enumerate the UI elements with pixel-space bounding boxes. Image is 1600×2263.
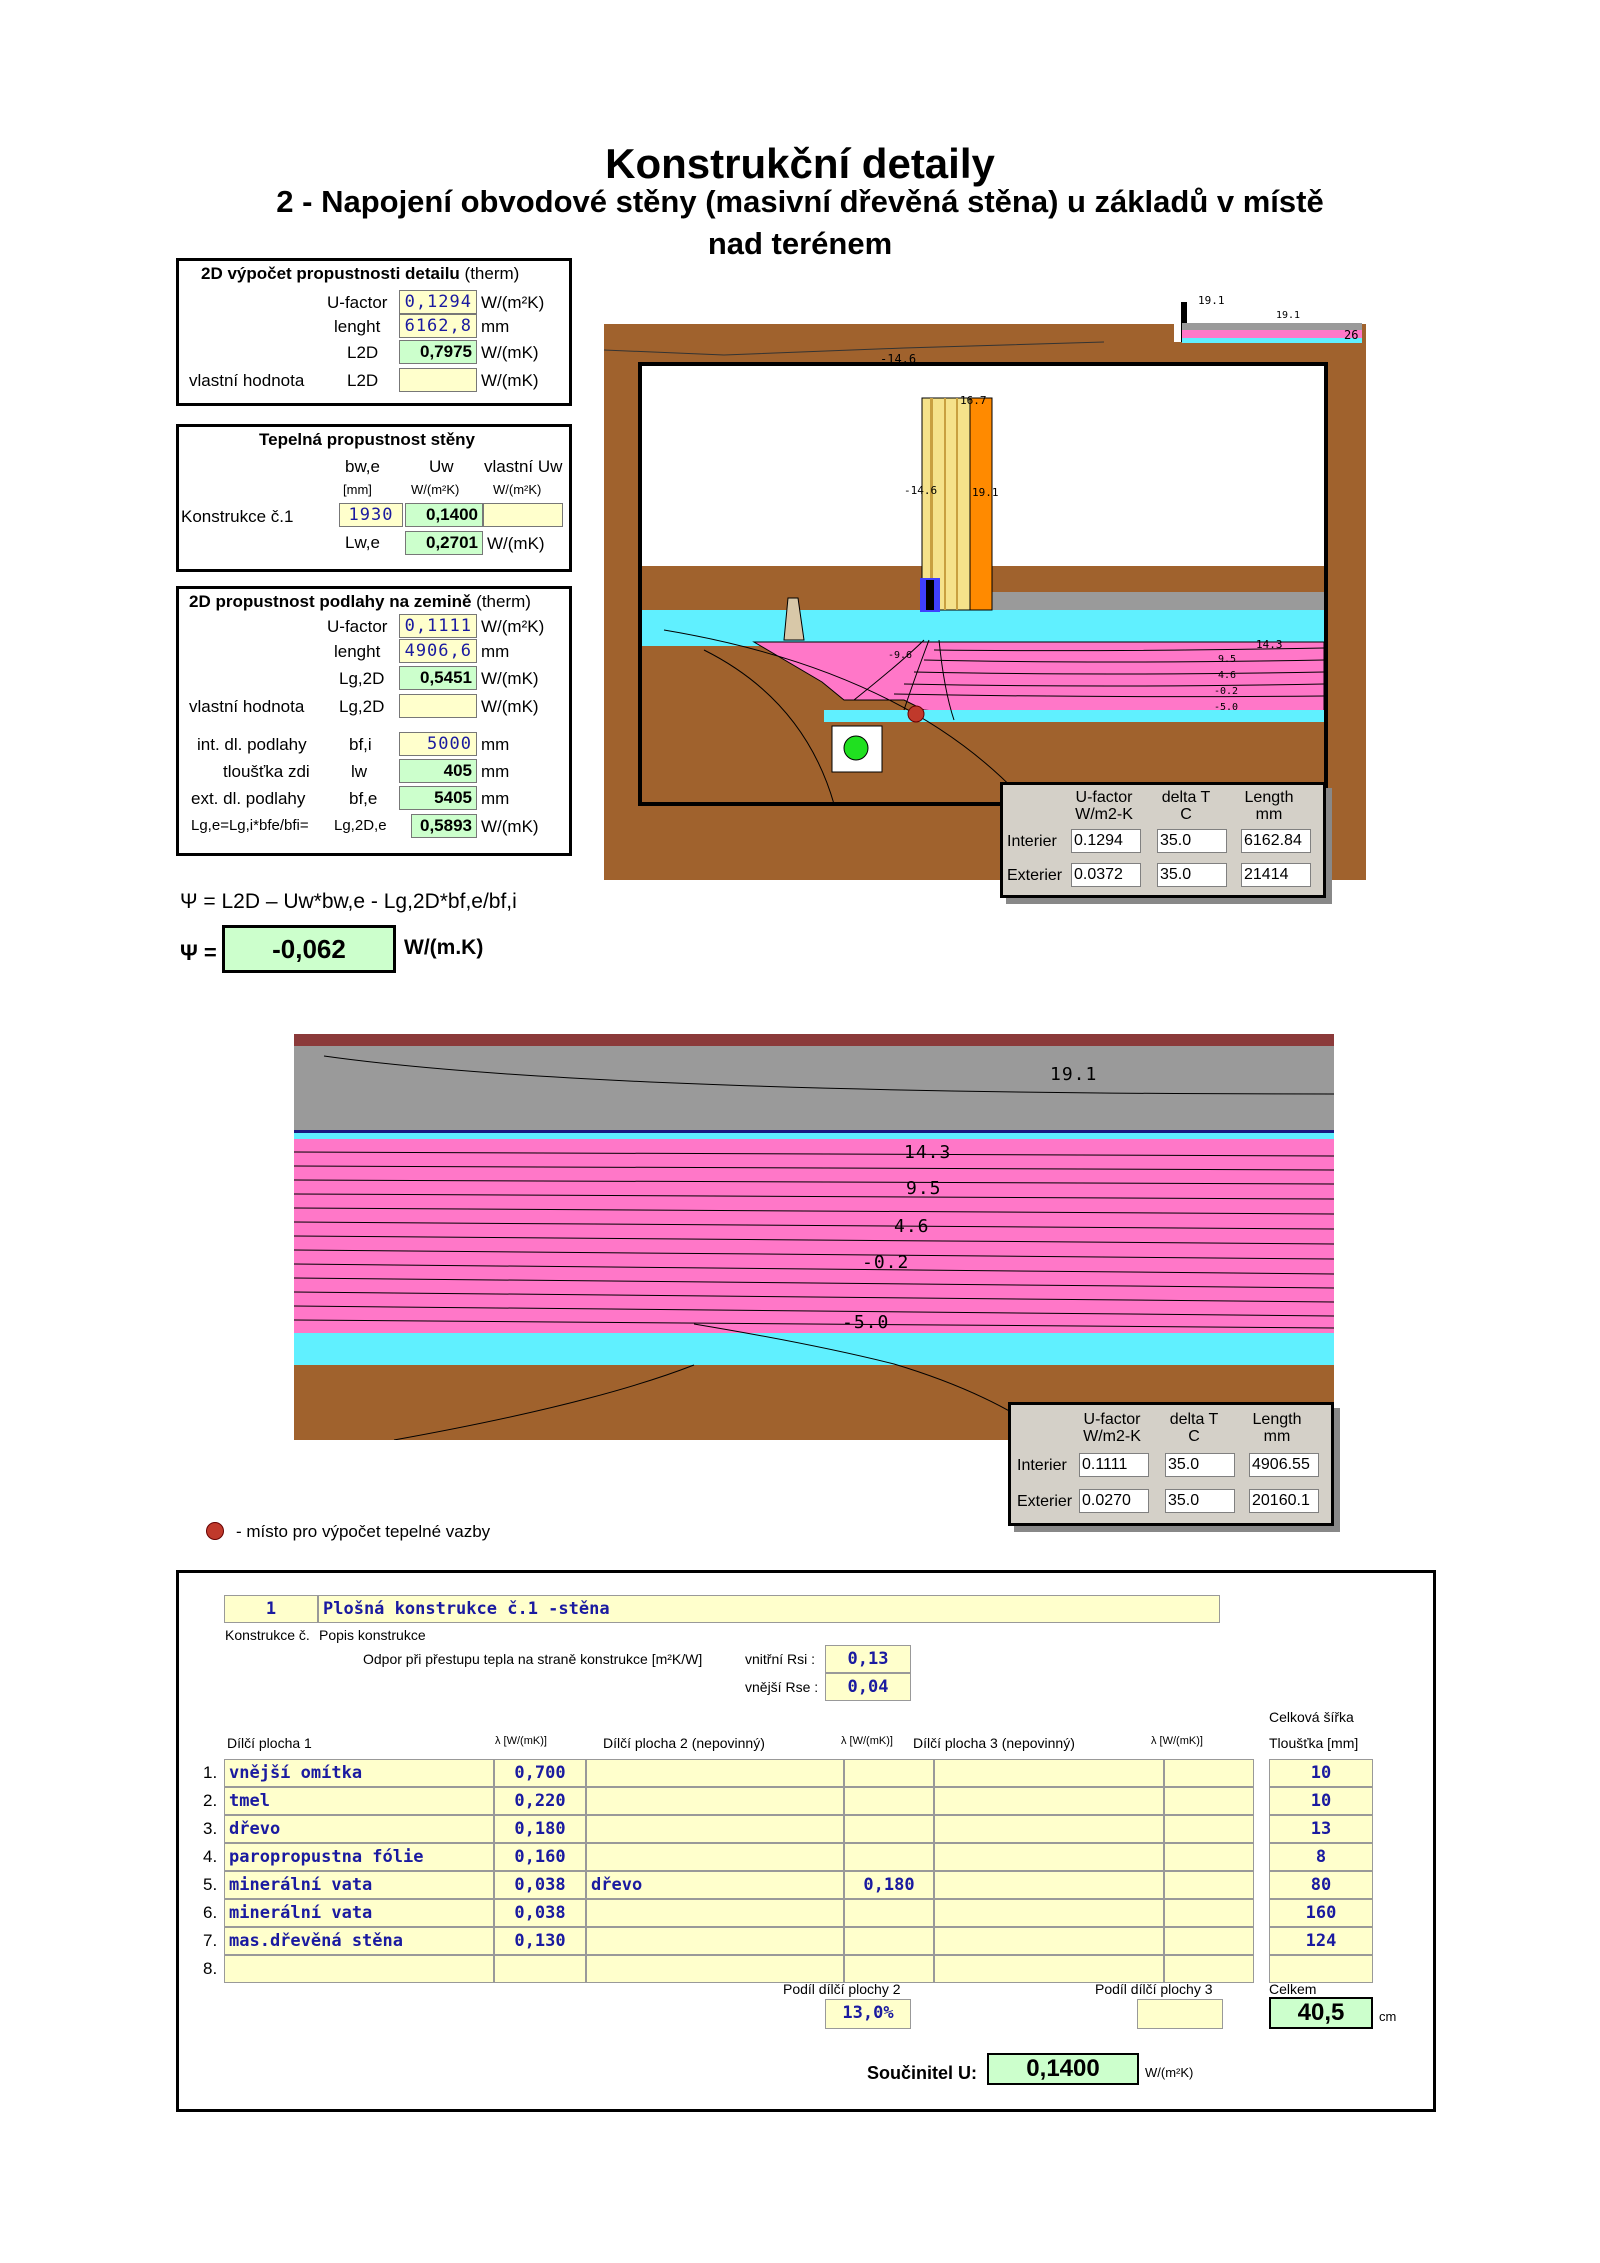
sim1-label-5: 14.3 [1256, 638, 1283, 651]
construction-description-field[interactable]: Plošná konstrukce č.1 -stěna [318, 1595, 1220, 1623]
sim2-col-ufactor: U-factor W/m2-K [1083, 1411, 1141, 1445]
layer-material-1[interactable]: vnější omítka [224, 1759, 494, 1787]
col-own-uw: vlastní Uw [484, 457, 563, 476]
psi-value: -0,062 [222, 925, 396, 973]
layer-lambda-3[interactable] [1164, 1927, 1254, 1955]
layer-lambda-2[interactable] [844, 1815, 934, 1843]
rse-label: vnější Rse : [745, 1679, 819, 1695]
ext-floor-label: ext. dl. podlahy [191, 789, 306, 808]
sim1-label-11: 19.1 [1276, 310, 1301, 321]
own-value-symbol: L2D [347, 371, 379, 390]
layer-material-3[interactable] [934, 1871, 1164, 1899]
sim2-label-4: -0.2 [862, 1252, 910, 1273]
layer-lambda-1[interactable] [494, 1955, 586, 1983]
layer-lambda-2[interactable] [844, 1787, 934, 1815]
page-title: Konstrukční detaily [605, 140, 995, 187]
sim1-label-8: -0.2 [1214, 686, 1239, 697]
sim2-label-2: 9.5 [906, 1178, 942, 1199]
box-wall-title: Tepelná propustnost stěny [259, 430, 475, 449]
resistance-label: Odpor při přestupu tepla na straně konstrukce [m²K/W] [363, 1651, 703, 1667]
layer-lambda-1[interactable]: 0,160 [494, 1843, 586, 1871]
layer-row-index: 3. [203, 1819, 218, 1838]
lwe-unit: W/(mK) [487, 534, 545, 553]
u-label: Součinitel U: [867, 2063, 978, 2083]
sim1-label-9: -5.0 [1214, 702, 1239, 713]
layer-lambda-2[interactable] [844, 1899, 934, 1927]
ext-floor-unit: mm [481, 789, 510, 808]
ext-floor-symbol: bf,e [349, 789, 378, 808]
ufactor-unit: W/(m²K) [481, 293, 545, 312]
sim2-interier-u: 0.1111 [1079, 1453, 1149, 1477]
layer-row-index: 8. [203, 1959, 218, 1978]
sim1-col-delta: delta T C [1161, 789, 1211, 823]
length-unit: mm [481, 317, 510, 336]
layer-row-index: 1. [203, 1763, 218, 1782]
rse-field[interactable]: 0,04 [825, 1673, 911, 1701]
floor-own-label: vlastní hodnota [189, 697, 305, 716]
unit-w-m2k: W/(m²K) [411, 482, 460, 497]
layer-lambda-3[interactable] [1164, 1843, 1254, 1871]
layer-lambda-3[interactable] [1164, 1787, 1254, 1815]
col-lambda-3: λ [W/(mK)] [1151, 1735, 1203, 1747]
ufactor-label: U-factor [327, 293, 388, 312]
sim2-exterier-dt: 35.0 [1165, 1489, 1235, 1513]
sim1-label-4: 19.1 [1198, 294, 1225, 307]
col-lambda-2: λ [W/(mK)] [841, 1735, 893, 1747]
layer-material-2[interactable] [586, 1899, 844, 1927]
layer-material-1[interactable] [224, 1955, 494, 1983]
construction-description-label: Popis konstrukce [319, 1627, 426, 1643]
layer-thickness[interactable]: 10 [1269, 1787, 1373, 1815]
sim1-label-0: -14.6 [880, 352, 917, 366]
page-subtitle-line2: nad terénem [707, 226, 893, 261]
sim2-exterier-len: 20160.1 [1249, 1489, 1319, 1513]
page-subtitle: 2 - Napojení obvodové stěny (masivní dřevěná stěna) u základů v místě [276, 184, 1324, 219]
unit-mm: [mm] [343, 482, 372, 497]
layer-lambda-1[interactable]: 0,038 [494, 1871, 586, 1899]
sim2-row-interier: Interier [1017, 1457, 1067, 1474]
share3-field[interactable] [1137, 1999, 1223, 2029]
col-area2: Dílčí plocha 2 (nepovinný) [603, 1735, 765, 1751]
layer-material-3[interactable] [934, 1843, 1164, 1871]
total-label: Celkem [1269, 1981, 1317, 1997]
legend-text: - místo pro výpočet tepelné vazby [236, 1522, 491, 1541]
layers-panel [176, 1570, 1436, 2112]
layer-lambda-3[interactable] [1164, 1871, 1254, 1899]
lge-symbol: Lg,2D,e [334, 817, 387, 834]
length-field[interactable]: 6162,8 [399, 314, 477, 338]
layer-lambda-1[interactable]: 0,220 [494, 1787, 586, 1815]
layer-lambda-3[interactable] [1164, 1815, 1254, 1843]
layer-thickness[interactable] [1269, 1955, 1373, 1983]
int-floor-unit: mm [481, 735, 510, 754]
l2d-label: L2D [347, 343, 379, 362]
lg2d-label: Lg,2D [339, 669, 385, 688]
floor-ufactor-label: U-factor [327, 617, 388, 636]
cyan-layer [642, 610, 1324, 646]
floor-length-label: lenght [334, 642, 381, 661]
layer-lambda-1[interactable]: 0,180 [494, 1815, 586, 1843]
lge-field: 0,5893 [411, 814, 477, 838]
col-uw: Uw [429, 457, 454, 476]
layer-material-1[interactable]: paropropustna fólie [224, 1843, 494, 1871]
sim2-label-3: 4.6 [894, 1216, 930, 1237]
layer-lambda-3[interactable] [1164, 1759, 1254, 1787]
ufactor-field[interactable]: 0,1294 [399, 290, 477, 314]
box-2d-title: 2D výpočet propustnosti detailu (therm) [201, 264, 520, 283]
sim1-label-3: -14.6 [904, 484, 938, 497]
psi-unit: W/(m.K) [404, 936, 484, 959]
sim2-col-delta: delta T C [1169, 1411, 1219, 1445]
layer-material-2[interactable] [586, 1759, 844, 1787]
layer-lambda-3[interactable] [1164, 1899, 1254, 1927]
layer-material-3[interactable] [934, 1815, 1164, 1843]
length-label: lenght [334, 317, 381, 336]
lge-label: Lg,e=Lg,i*bfe/bfi= [191, 817, 309, 834]
own-value-unit: W/(mK) [481, 371, 539, 390]
construction-number-field[interactable]: 1 [224, 1595, 318, 1623]
layer-material-3[interactable] [934, 1927, 1164, 1955]
layer-lambda-1[interactable]: 0,130 [494, 1927, 586, 1955]
simulation-floor-graphic [294, 1034, 1334, 1440]
col-area1: Dílčí plocha 1 [227, 1735, 312, 1751]
sim1-exterier-u: 0.0372 [1071, 863, 1141, 887]
total-width-label: Celková šířka [1269, 1709, 1354, 1725]
layer-lambda-2[interactable] [844, 1843, 934, 1871]
box-floor-2d [176, 586, 572, 856]
sim1-label-12: 26 [1344, 328, 1359, 342]
wall-thickness-label: tloušťka zdi [223, 762, 310, 781]
total-unit: cm [1379, 2009, 1397, 2024]
rsi-label: vnitřní Rsi : [745, 1651, 816, 1667]
sim1-label-10: -9.6 [888, 650, 913, 661]
wall-thickness-unit: mm [481, 762, 510, 781]
own-value-field[interactable] [399, 368, 477, 392]
layer-material-2[interactable] [586, 1843, 844, 1871]
layer-thickness[interactable]: 13 [1269, 1815, 1373, 1843]
layer-material-2[interactable] [586, 1815, 844, 1843]
layer-material-3[interactable] [934, 1759, 1164, 1787]
bwe-field[interactable]: 1930 [339, 503, 403, 527]
sim2-interier-len: 4906.55 [1249, 1453, 1319, 1477]
floor-own-field[interactable] [399, 694, 477, 718]
int-floor-label: int. dl. podlahy [197, 735, 307, 754]
lwe-label: Lw,e [345, 533, 380, 552]
int-floor-field[interactable]: 5000 [399, 732, 477, 756]
layer-row-index: 5. [203, 1875, 218, 1894]
floor-own-unit: W/(mK) [481, 697, 539, 716]
unit-w-m2k-own: W/(m²K) [493, 482, 542, 497]
psi-label: Ψ = [180, 940, 217, 965]
sim1-interier-dt: 35.0 [1157, 829, 1227, 853]
cyan-layer [294, 1333, 1334, 1365]
col-thickness: Tloušťka [mm] [1269, 1735, 1359, 1751]
own-value-label: vlastní hodnota [189, 371, 305, 390]
layer-lambda-1[interactable]: 0,700 [494, 1759, 586, 1787]
sim2-exterier-u: 0.0270 [1079, 1489, 1149, 1513]
rsi-field[interactable]: 0,13 [825, 1645, 911, 1673]
layer-material-2[interactable] [586, 1955, 844, 1983]
l2d-field: 0,7975 [399, 340, 477, 364]
sim1-row-interier: Interier [1007, 833, 1057, 850]
sim1-label-2: 19.1 [972, 486, 999, 499]
construction-number-label: Konstrukce č. [225, 1627, 310, 1643]
sim1-col-length: Length mm [1244, 789, 1294, 823]
floor-ufactor-field[interactable]: 0,1111 [399, 614, 477, 638]
layer-row-index: 4. [203, 1847, 218, 1866]
wall-thickness-symbol: lw [351, 762, 368, 781]
layer-thickness[interactable]: 160 [1269, 1899, 1373, 1927]
layer-material-2[interactable] [586, 1927, 844, 1955]
sim2-result-panel [1008, 1402, 1334, 1526]
layer-material-2[interactable]: dřevo [586, 1871, 844, 1899]
lge-unit: W/(mK) [481, 817, 539, 836]
share2-label: Podíl dílčí plochy 2 [783, 1981, 901, 1997]
lwe-field: 0,2701 [405, 531, 483, 555]
lg2d-field: 0,5451 [399, 666, 477, 690]
layer-thickness[interactable]: 8 [1269, 1843, 1373, 1871]
lg2d-unit: W/(mK) [481, 669, 539, 688]
layer-lambda-2[interactable]: 0,180 [844, 1871, 934, 1899]
sim1-exterier-dt: 35.0 [1157, 863, 1227, 887]
u-field: 0,1400 [987, 2053, 1139, 2085]
floor-ufactor-unit: W/(m²K) [481, 617, 545, 636]
drain-pipe [844, 736, 868, 760]
share3-label: Podíl dílčí plochy 3 [1095, 1981, 1213, 1997]
sim1-exterier-len: 21414 [1241, 863, 1311, 887]
wall-orange-layer [970, 398, 992, 610]
layer-thickness[interactable]: 10 [1269, 1759, 1373, 1787]
uw-field: 0,1400 [405, 503, 483, 527]
wall-thickness-field: 405 [399, 759, 477, 783]
thermal-bridge-marker [908, 706, 924, 722]
sim2-row-exterier: Exterier [1017, 1493, 1073, 1510]
int-floor-symbol: bf,i [349, 735, 372, 754]
own-uw-field[interactable] [483, 503, 563, 527]
col-bwe: bw,e [345, 457, 380, 476]
layer-material-1[interactable]: tmel [224, 1787, 494, 1815]
sim2-label-0: 19.1 [1050, 1064, 1098, 1085]
layer-material-1[interactable]: minerální vata [224, 1871, 494, 1899]
col-area3: Dílčí plocha 3 (nepovinný) [913, 1735, 1075, 1751]
sim1-label-6: 9.5 [1218, 654, 1237, 665]
layer-lambda-1[interactable]: 0,038 [494, 1899, 586, 1927]
layer-lambda-3[interactable] [1164, 1955, 1254, 1983]
layer-material-3[interactable] [934, 1955, 1164, 1983]
construction-label: Konstrukce č.1 [181, 507, 294, 526]
layer-lambda-2[interactable] [844, 1927, 934, 1955]
thermal-simulation-floor [294, 1034, 1334, 1440]
floor-own-symbol: Lg,2D [339, 697, 385, 716]
cyan-base [824, 710, 1324, 722]
total-field: 40,5 [1269, 1997, 1373, 2029]
sim1-col-ufactor: U-factor W/m2-K [1075, 789, 1133, 823]
u-unit: W/(m²K) [1145, 2065, 1194, 2080]
sim1-row-exterier: Exterier [1007, 867, 1063, 884]
box-2d-calculation [176, 258, 572, 406]
floor-length-field[interactable]: 4906,6 [399, 639, 477, 663]
sim1-result-panel [1000, 782, 1326, 898]
layer-material-1[interactable]: dřevo [224, 1815, 494, 1843]
layer-row-index: 6. [203, 1903, 218, 1922]
layer-material-3[interactable] [934, 1787, 1164, 1815]
share2-field[interactable]: 13,0% [825, 1999, 911, 2029]
sim1-interier-u: 0.1294 [1071, 829, 1141, 853]
layer-material-2[interactable] [586, 1787, 844, 1815]
layer-thickness[interactable]: 80 [1269, 1871, 1373, 1899]
sim2-label-5: -5.0 [842, 1312, 890, 1333]
l2d-unit: W/(mK) [481, 343, 539, 362]
box-floor-title: 2D propustnost podlahy na zemině (therm) [189, 592, 531, 611]
layer-material-1[interactable]: minerální vata [224, 1899, 494, 1927]
layer-row-index: 7. [203, 1931, 218, 1950]
sim1-label-1: 16.7 [960, 394, 987, 407]
layer-material-3[interactable] [934, 1899, 1164, 1927]
col-lambda-1: λ [W/(mK)] [495, 1735, 547, 1747]
sim2-label-1: 14.3 [904, 1142, 952, 1163]
psi-formula: Ψ = L2D – Uw*bw,e - Lg,2D*bf,e/bf,i [180, 890, 517, 913]
sim1-interier-len: 6162.84 [1241, 829, 1311, 853]
sim1-label-7: 4.6 [1218, 670, 1237, 681]
layer-lambda-2[interactable] [844, 1759, 934, 1787]
floor-length-unit: mm [481, 642, 510, 661]
layer-thickness[interactable]: 124 [1269, 1927, 1373, 1955]
layer-lambda-2[interactable] [844, 1955, 934, 1983]
layer-row-index: 2. [203, 1791, 218, 1810]
sim2-interier-dt: 35.0 [1165, 1453, 1235, 1477]
ext-floor-field: 5405 [399, 786, 477, 810]
layer-material-1[interactable]: mas.dřevěná stěna [224, 1927, 494, 1955]
sim2-col-length: Length mm [1252, 1411, 1302, 1445]
box-wall-transmittance [176, 424, 572, 572]
legend-marker-icon [206, 1522, 224, 1540]
floor-concrete [294, 1046, 1334, 1132]
